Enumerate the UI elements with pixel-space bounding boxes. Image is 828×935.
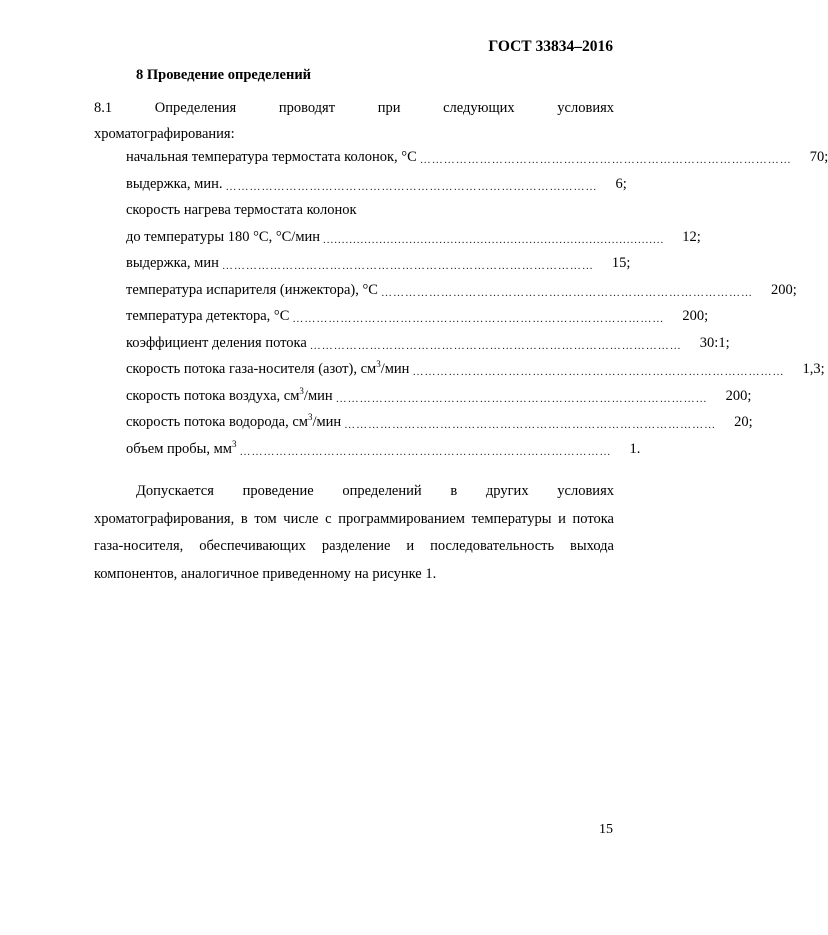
page-number: 15 [599,822,613,837]
param-value: 15; [611,255,631,271]
param-value: 200; [682,308,709,324]
param-value: 200; [725,387,752,404]
param-row [126,148,828,175]
param-label: скорость потока воздуха, $см^3$/мин [126,385,333,404]
param-label: выдержка, мин. [126,175,223,192]
dot-leader: ………………………………………………………………………………… [412,366,785,378]
chromatography-parameters-list [126,148,828,466]
param-label: скорость нагрева термостата колонок [126,202,357,218]
param-row [126,281,797,308]
dot-leader: ………………………………………………………………………………… [380,286,753,299]
superscript: 3 [307,412,313,422]
param-row [126,175,627,202]
param-row [126,359,825,387]
param-label: скорость потока водорода, $см^3$/мин [126,412,342,430]
param-value: 6; [615,175,627,192]
superscript: 3 [299,385,304,396]
superscript: 3 [231,438,237,449]
dot-leader: ........................................................................................... [323,233,665,246]
document-header: ГОСТ 33834–2016 [488,38,613,55]
dot-leader: ………………………………………………………………………………… [344,419,717,431]
param-row [126,334,730,361]
param-row [126,385,752,414]
param-value: 30:1; [699,334,730,351]
param-label: объем пробы, $мм^3$ [126,438,237,457]
section-heading: 8 Проведение определений [136,67,312,83]
param-label: до температуры 180 °С, °С/мин [126,228,321,245]
dot-leader: ………………………………………………………………………………… [292,313,665,325]
param-row [126,307,709,334]
dot-leader: ………………………………………………………………………………… [221,260,594,272]
dot-leader: ………………………………………………………………………………… [309,339,682,352]
param-label: температура испарителя (инжектора), °С [126,281,378,298]
param-label: температура детектора, °С [126,308,290,324]
param-label: выдержка, мин [126,255,219,271]
param-row [126,412,753,440]
dot-leader: ………………………………………………………………………………… [335,392,708,405]
param-value: 1,3; [802,361,825,377]
param-value: 20; [734,414,753,430]
param-value: 12; [682,228,701,245]
param-value: 1. [629,440,641,457]
param-row [126,201,614,228]
paragraph-8-1-line-2: хроматографирования: [94,126,235,142]
param-label: коэффициент деления потока [126,334,307,351]
param-value: 200; [770,281,797,298]
param-label: скорость потока газа-носителя (азот), $см^3$/мин [126,359,410,377]
paragraph-alternative-conditions: Допускается проведение определений в других условиях хроматографирования, в том числе с программированием температуры и потока газа-носителя, обеспечивающих разделение и последовательность выхода компонентов, аналогичное приведенному на рисунке 1. [94,483,614,582]
param-label: начальная температура термостата колонок, °С [126,149,417,165]
param-value: 70; [809,149,828,165]
paragraph-8-1-line-1: 8.1 Определения проводят при следующих условиях [94,100,614,116]
dot-leader: ………………………………………………………………………………… [419,154,792,166]
param-row [126,254,631,281]
superscript: 3 [376,359,381,369]
param-row [126,228,701,255]
dot-leader: ………………………………………………………………………………… [225,180,598,193]
dot-leader: ………………………………………………………………………………… [239,445,612,458]
param-row [126,438,641,467]
